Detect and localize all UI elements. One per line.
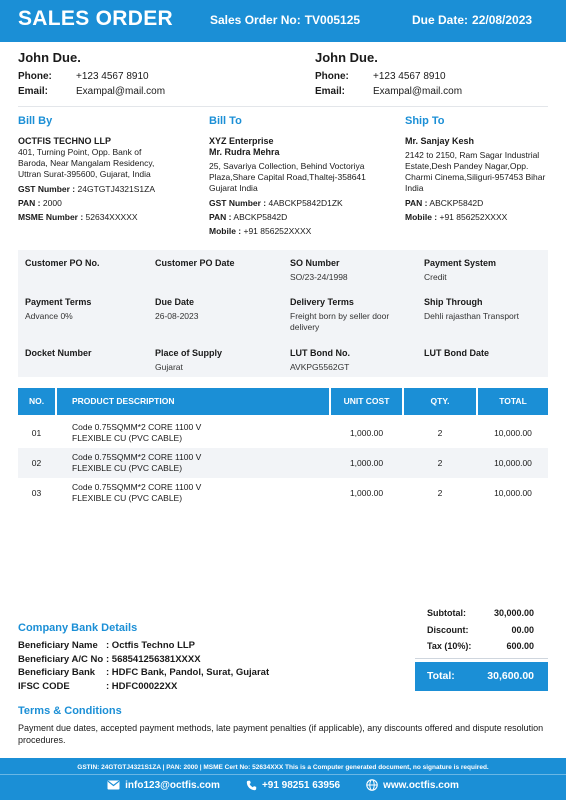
table-row	[18, 448, 548, 478]
bill-to-gst: GST Number : 4ABCKP5842D1ZK	[209, 198, 343, 208]
ship-through: Ship Through Dehli rajasthan Transport	[424, 297, 519, 321]
footer-bar	[0, 758, 566, 800]
ship-to-section	[405, 116, 553, 223]
bill-by-company: OCTFIS TECHNO LLP	[18, 136, 111, 146]
row-total: 10,000.00	[494, 457, 532, 468]
row-no: 01	[31, 427, 42, 438]
row-unit-cost: 1,000.00	[349, 487, 384, 498]
so-value: TV005125	[304, 13, 361, 27]
phone-icon	[246, 780, 257, 791]
bank-row: Beneficiary A/C No : 568541256381XXXX	[18, 653, 201, 665]
bill-to-address: 25, Savariya Collection, Behind Voctoriya Plaza,Share Capital Road,Thaltej-358641 Gujarat India	[209, 161, 366, 193]
footer-website[interactable]: www.octfis.com	[366, 779, 459, 791]
customer-po-no: Customer PO No.	[25, 258, 100, 268]
delivery-terms: Delivery Terms Freight born by seller door delivery	[290, 297, 390, 332]
col-qty: QTY.	[404, 388, 476, 415]
bill-by-msme: MSME Number : 52634XXXXX	[18, 212, 138, 222]
ship-to-mobile: Mobile : +91 856252XXXX	[405, 212, 508, 222]
table-row	[18, 418, 548, 448]
ship-to-person: Mr. Sanjay Kesh	[405, 136, 475, 146]
bill-to-mobile: Mobile : +91 856252XXXX	[209, 226, 312, 236]
contact-left	[18, 50, 165, 101]
bank-heading: Company Bank Details	[18, 622, 138, 634]
row-no: 03	[31, 487, 42, 498]
footer-phone[interactable]: +91 98251 63956	[246, 779, 340, 791]
globe-icon	[366, 779, 378, 791]
bank-row: IFSC CODE : HDFC00022XX	[18, 680, 178, 692]
bank-row: Beneficiary Bank : HDFC Bank, Pandol, Surat, Gujarat	[18, 667, 270, 678]
discount-row: Discount: 00.00	[427, 624, 534, 635]
place-of-supply: Place of Supply Gujarat	[155, 348, 223, 372]
bill-to-section	[209, 116, 381, 237]
terms-section	[18, 705, 548, 746]
col-total: TOTAL	[478, 388, 548, 415]
header-bar	[0, 0, 566, 42]
email-label: Email:	[315, 86, 346, 97]
row-unit-cost: 1,000.00	[349, 457, 384, 468]
email-value[interactable]: Exampal@mail.com	[373, 86, 463, 97]
due-label: Due Date:	[412, 13, 469, 27]
order-info-panel	[18, 250, 548, 377]
ship-to-pan: PAN : ABCKP5842D	[405, 198, 484, 208]
lut-bond-date: LUT Bond Date	[424, 348, 489, 358]
bill-by-address: 401, Turning Point, Opp. Bank of Baroda, Near Mangalam Residency, Uttran Surat-395600, Gujarat, India	[18, 147, 155, 179]
divider	[18, 106, 548, 107]
customer-po-date: Customer PO Date	[155, 258, 235, 268]
row-description: Code 0.75SQMM*2 CORE 1100 V FLEXIBLE CU (PVC CABLE)	[72, 422, 202, 443]
due-date	[412, 13, 532, 27]
row-description: Code 0.75SQMM*2 CORE 1100 V FLEXIBLE CU (PVC CABLE)	[72, 452, 202, 473]
row-total: 10,000.00	[494, 427, 532, 438]
grand-total: Total: 30,600.00	[415, 662, 548, 691]
col-no: NO.	[18, 388, 55, 415]
terms-heading: Terms & Conditions	[18, 705, 122, 717]
footer-divider	[0, 774, 566, 775]
email-value[interactable]: Exampal@mail.com	[76, 86, 166, 97]
lut-bond-no: LUT Bond No. AVKPG5562GT	[290, 348, 350, 372]
row-qty: 2	[437, 427, 443, 438]
due-date-info: Due Date 26-08-2023	[155, 297, 199, 321]
bill-to-person: Mr. Rudra Mehra	[209, 147, 280, 157]
tax-row: Tax (10%): 600.00	[427, 641, 534, 651]
bank-row: Beneficiary Name : Octfis Techno LLP	[18, 640, 196, 651]
document-title: SALES ORDER	[18, 7, 173, 30]
table-header	[18, 388, 548, 415]
contact-right	[315, 50, 462, 101]
bank-details	[18, 622, 269, 694]
row-qty: 2	[437, 457, 443, 468]
table-row	[18, 478, 548, 508]
contact-name: John Due.	[18, 50, 81, 65]
mail-icon	[107, 780, 120, 790]
subtotal-row: Subtotal: 30,000.00	[427, 608, 534, 618]
row-description: Code 0.75SQMM*2 CORE 1100 V FLEXIBLE CU (PVC CABLE)	[72, 482, 202, 503]
terms-text: Payment due dates, accepted payment methods, late payment penalties (if applicable), any discounts offered and dispute resolution procedures.	[18, 723, 544, 745]
row-qty: 2	[437, 487, 443, 498]
footer-email[interactable]: info123@octfis.com	[107, 779, 220, 791]
phone-label: Phone:	[315, 71, 349, 82]
phone-label: Phone:	[18, 71, 52, 82]
footer-note: GSTIN: 24GTGTJ4321S1ZA | PAN: 2000 | MSME Cert No: 52634XXX This is a Computer generated document, no signature is required.	[77, 764, 489, 771]
bill-by-section	[18, 116, 168, 223]
due-value: 22/08/2023	[472, 13, 533, 27]
docket-number: Docket Number	[25, 348, 92, 358]
contact-name: John Due.	[315, 50, 378, 65]
bill-to-pan: PAN : ABCKP5842D	[209, 212, 288, 222]
email-label: Email:	[18, 86, 49, 97]
row-no: 02	[31, 457, 42, 468]
ship-to-address: 2142 to 2150, Ram Sagar Industrial Estate,Desh Pandey Nagar,Opp. Charmi Cinema,Siliguri-957453 Bihar India	[405, 150, 546, 193]
bill-to-company: XYZ Enterprise	[209, 136, 274, 146]
col-unit-cost: UNIT COST	[331, 388, 402, 415]
payment-terms: Payment Terms Advance 0%	[25, 297, 92, 321]
bill-by-gst: GST Number : 24GTGTJ4321S1ZA	[18, 184, 156, 194]
so-number: SO Number SO/23-24/1998	[290, 258, 348, 282]
bill-by-heading: Bill By	[18, 115, 53, 127]
totals-summary	[415, 608, 548, 682]
row-total: 10,000.00	[494, 487, 532, 498]
phone-value: +123 4567 8910	[373, 71, 446, 82]
bill-by-pan: PAN : 2000	[18, 198, 62, 208]
col-description: PRODUCT DESCRIPTION	[57, 388, 329, 415]
footer-contacts	[0, 779, 566, 791]
ship-to-heading: Ship To	[405, 115, 445, 127]
payment-system: Payment System Credit	[424, 258, 497, 282]
totals-divider	[415, 658, 548, 659]
row-unit-cost: 1,000.00	[349, 427, 384, 438]
so-label: Sales Order No:	[210, 13, 301, 27]
sales-order-number	[210, 13, 360, 27]
phone-value: +123 4567 8910	[76, 71, 149, 82]
bill-to-heading: Bill To	[209, 115, 242, 127]
